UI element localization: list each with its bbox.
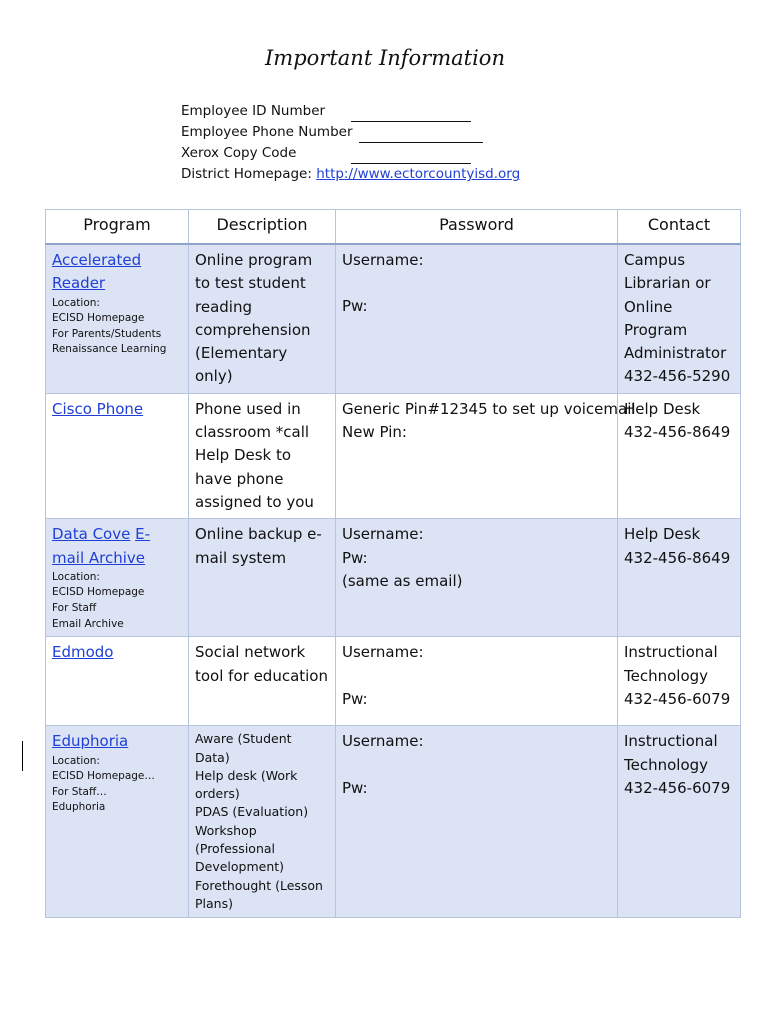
description-cell: Online backup e-mail system bbox=[189, 519, 336, 637]
accelerated-reader-link[interactable]: Accelerated Reader bbox=[52, 251, 142, 293]
location-line: ECISD Homepage bbox=[52, 586, 145, 599]
xerox-code-blank[interactable] bbox=[351, 148, 471, 164]
description-cell: Social network tool for education bbox=[189, 637, 336, 726]
program-cell bbox=[46, 393, 189, 518]
description-cell bbox=[189, 726, 336, 918]
page-title: Important Information bbox=[265, 46, 505, 70]
location-line: Renaissance Learning bbox=[52, 343, 167, 356]
description-line: Aware (Student Data) bbox=[195, 731, 292, 765]
contact-line: Instructional bbox=[624, 732, 718, 751]
contact-line: Help Desk bbox=[624, 399, 701, 418]
contact-phone: 432-456-6079 bbox=[624, 778, 731, 797]
xerox-code-label: Xerox Copy Code bbox=[181, 145, 297, 161]
contact-line: Librarian or bbox=[624, 274, 711, 293]
program-cell bbox=[46, 519, 189, 637]
edmodo-link[interactable]: Edmodo bbox=[52, 643, 114, 662]
pw-field-label: Pw: bbox=[342, 778, 368, 797]
contact-phone: 432-456-5290 bbox=[624, 367, 731, 386]
contact-line: Campus bbox=[624, 251, 686, 269]
employee-id-blank[interactable] bbox=[351, 106, 471, 122]
text-cursor bbox=[22, 741, 23, 771]
location-line: For Staff… bbox=[52, 785, 107, 798]
data-cove-link[interactable]: Data Cove bbox=[52, 525, 131, 544]
username-field-label: Username: bbox=[342, 643, 424, 662]
location-line: ECISD Homepage… bbox=[52, 770, 155, 783]
location-line: Email Archive bbox=[52, 617, 124, 630]
location-label: Location: bbox=[52, 754, 100, 767]
pw-field-label: Pw: bbox=[342, 689, 368, 708]
homepage-label: District Homepage: bbox=[181, 166, 312, 182]
username-field-label: Username: bbox=[342, 251, 424, 269]
password-cell bbox=[336, 726, 618, 918]
contact-phone: 432-456-8649 bbox=[624, 548, 731, 567]
password-cell bbox=[336, 244, 618, 393]
generic-pin-text: Generic Pin#12345 to set up voicemail bbox=[342, 399, 636, 418]
employee-id-row bbox=[181, 101, 520, 122]
contact-cell bbox=[618, 726, 741, 918]
location-line: For Staff bbox=[52, 602, 97, 615]
cisco-phone-link[interactable]: Cisco Phone bbox=[52, 399, 144, 418]
location-line: ECISD Homepage bbox=[52, 312, 145, 325]
table-row bbox=[46, 726, 741, 918]
contact-line: Technology bbox=[624, 755, 709, 774]
contact-cell bbox=[618, 393, 741, 518]
description-line: Forethought (Lesson Plans) bbox=[195, 877, 323, 911]
table-header-row bbox=[46, 210, 741, 245]
contact-line: Help Desk bbox=[624, 525, 701, 544]
new-pin-label: New Pin: bbox=[342, 423, 407, 442]
table-row bbox=[46, 519, 741, 637]
program-cell bbox=[46, 244, 189, 393]
location-line: For Parents/Students bbox=[52, 327, 162, 340]
eduphoria-link[interactable]: Eduphoria bbox=[52, 732, 129, 751]
description-line: Help desk (Work orders) bbox=[195, 767, 298, 802]
description-cell: Online program to test student reading comprehension (Elementary only) bbox=[189, 244, 336, 393]
location-label: Location: bbox=[52, 296, 100, 309]
username-field-label: Username: bbox=[342, 525, 424, 544]
password-cell bbox=[336, 637, 618, 726]
description-line: PDAS (Evaluation) bbox=[195, 804, 309, 820]
contact-cell bbox=[618, 244, 741, 393]
header-password: Password bbox=[336, 210, 618, 245]
same-as-email-note: (same as email) bbox=[342, 571, 463, 590]
contact-cell bbox=[618, 519, 741, 637]
contact-line: Administrator bbox=[624, 344, 727, 363]
contact-line: Online Program bbox=[624, 297, 688, 339]
location-line: Eduphoria bbox=[52, 801, 106, 814]
pw-field-label: Pw: bbox=[342, 297, 368, 316]
description-line: Workshop (Professional Development) bbox=[195, 822, 285, 875]
contact-phone: 432-456-6079 bbox=[624, 689, 731, 708]
contact-cell bbox=[618, 637, 741, 726]
table-row bbox=[46, 393, 741, 518]
employee-phone-row bbox=[181, 122, 520, 143]
username-field-label: Username: bbox=[342, 732, 424, 751]
employee-info-block bbox=[181, 101, 520, 185]
employee-phone-label: Employee Phone Number bbox=[181, 124, 353, 140]
pw-field-label: Pw: bbox=[342, 548, 368, 567]
location-label: Location: bbox=[52, 570, 100, 583]
employee-phone-blank[interactable] bbox=[359, 127, 483, 143]
program-cell bbox=[46, 637, 189, 726]
password-cell bbox=[336, 393, 636, 518]
email-archive-link[interactable]: E-mail Archive bbox=[52, 525, 151, 567]
contact-line: Technology bbox=[624, 666, 709, 685]
xerox-code-row bbox=[181, 143, 520, 164]
homepage-row bbox=[181, 164, 520, 185]
homepage-link[interactable]: http://www.ectorcountyisd.org bbox=[316, 166, 521, 182]
header-contact: Contact bbox=[618, 210, 741, 245]
header-program: Program bbox=[46, 210, 189, 245]
password-cell bbox=[336, 519, 618, 637]
table-row bbox=[46, 637, 741, 726]
program-cell bbox=[46, 726, 189, 918]
table-row bbox=[46, 244, 741, 393]
employee-id-label: Employee ID Number bbox=[181, 103, 326, 119]
header-description: Description bbox=[189, 210, 336, 245]
description-cell: Phone used in classroom *call Help Desk to have phone assigned to you bbox=[189, 393, 336, 518]
contact-phone: 432-456-8649 bbox=[624, 423, 731, 442]
program-table bbox=[45, 209, 741, 918]
contact-line: Instructional bbox=[624, 643, 718, 662]
